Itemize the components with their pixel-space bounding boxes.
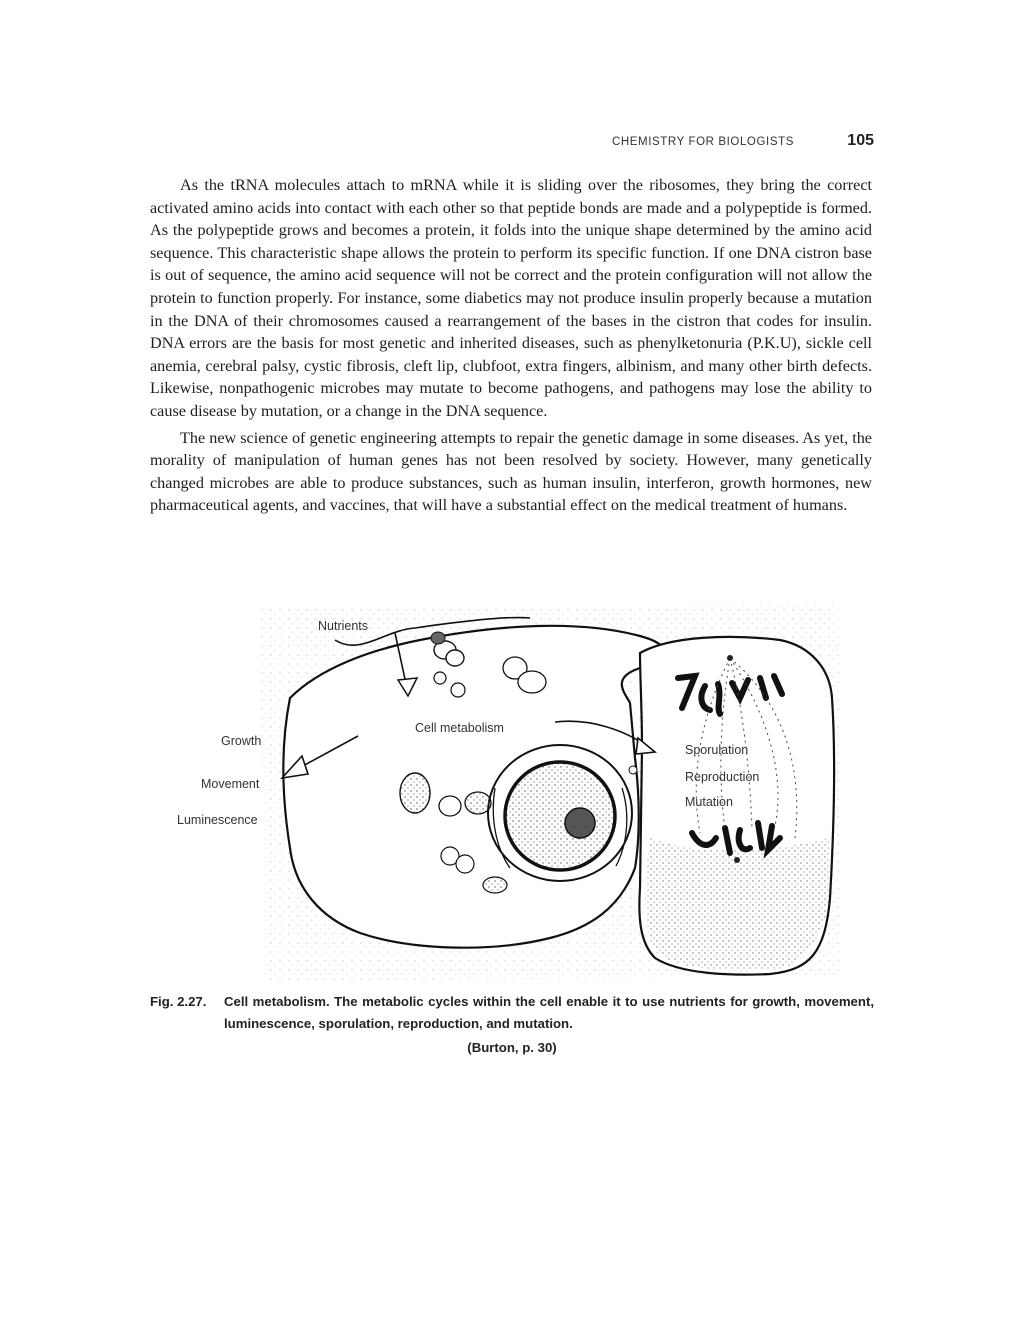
label-movement: Movement [201,777,260,791]
paragraph: As the tRNA molecules attach to mRNA while it is sliding over the ribosomes, they bring the correct activated amino acids into contact with each other so that peptide bonds are made and a polypeptide is formed. As the polypeptide grows and becomes a protein, it folds into the unique shape determined by the amino acid sequence. This characteristic shape allows the protein to perform its specific function. If one DNA cistron base is out of sequence, the amino acid sequence will not be correct and the protein configuration will not allow the protein to function properly. For instance, some diabetics may not produce insulin properly because a mutation in the DNA of their chromosomes caused a rearrangement of the bases in the cistron that codes for insulin. DNA errors are the basis for most genetic and inherited diseases, such as phenylketonuria (P.K.U), sickle cell anemia, cerebral palsy, cystic fibrosis, cleft lip, clubfoot, extra fingers, albinism, and many other birth defects. Likewise, nonpathogenic microbes may mutate to become pathogens, and pathogens may lose the ability to cause disease by mutation, or a change in the DNA sequence. [150,176,872,420]
page-number: 105 [847,132,874,149]
label-sporulation: Sporulation [685,743,749,757]
body-text [150,174,872,521]
label-nutrients: Nutrients [318,619,369,633]
figure-caption [150,991,874,1035]
cell-metabolism-figure [170,598,850,983]
nucleolus [565,808,595,838]
paragraph: The new science of genetic engineering attempts to repair the genetic damage in some diseases. As yet, the morality of manipulation of human genes has not been resolved by society. However, many genetically changed microbes are able to produce substances, such as human insulin, interferon, growth hormones, new pharmaceutical agents, and vaccines, that will have a substantial effect on the medical treatment of humans. [150,428,872,515]
label-reproduction: Reproduction [685,770,760,784]
cell-diagram [170,598,850,983]
caption-number: Fig. 2.27. [150,994,207,1009]
caption-text: Cell metabolism. The metabolic cycles within the cell enable it to use nutrients for growth, movement, luminescence, sporulation, reproduction, and mutation. [224,994,874,1031]
nucleus [505,762,615,870]
figure-source: (Burton, p. 30) [467,1040,557,1055]
label-cell-metabolism: Cell metabolism [415,721,504,735]
running-header [150,132,874,154]
label-luminescence: Luminescence [177,813,258,827]
label-growth: Growth [221,734,262,748]
label-mutation: Mutation [685,795,733,809]
running-title: CHEMISTRY FOR BIOLOGISTS [611,136,794,148]
